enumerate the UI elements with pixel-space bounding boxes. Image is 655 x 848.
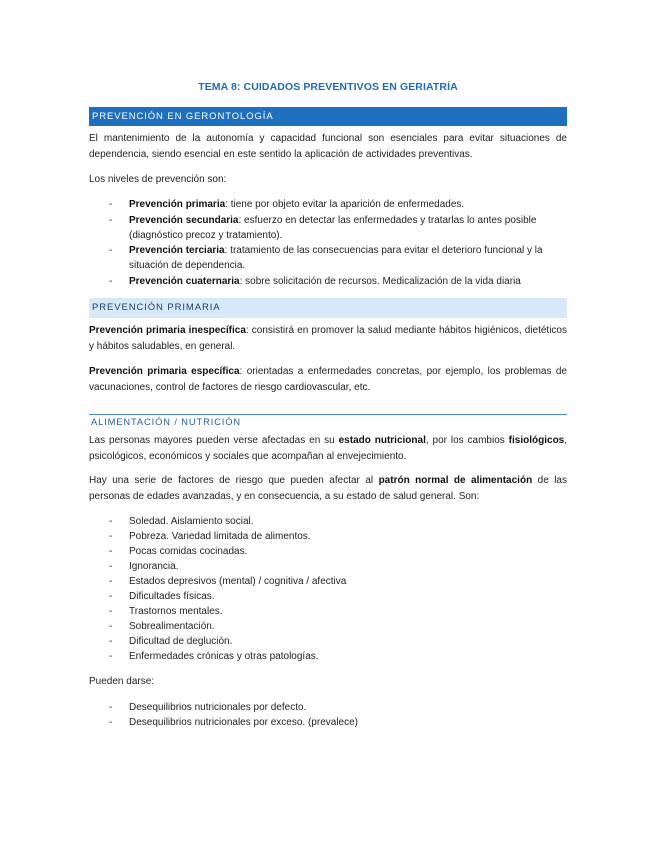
prevention-levels-list [89,197,567,289]
list-item: - Sobrealimentación. [89,619,567,634]
heading-alimentacion-nutricion: ALIMENTACIÓN / NUTRICIÓN [89,414,567,430]
levels-lead: Los niveles de prevención son: [89,174,227,185]
document-title: TEMA 8: CUIDADOS PREVENTIVOS EN GERIATRÍA [198,81,458,93]
list-item: - Prevención secundaria: esfuerzo en detectar las enfermedades y tratarlas lo antes posible (diagnóstico precoz y tratamiento). [89,213,567,243]
list-item: - Desequilibrios nutricionales por exceso. (prevalece) [89,715,567,730]
list-item: - Prevención cuaternaria: sobre solicitación de recursos. Medicalización de la vida diaria [89,274,567,289]
imbalances-list [89,700,567,730]
list-item: - Dificultades físicas. [89,589,567,604]
primaria-inespecifica-paragraph: Prevención primaria inespecífica: consistirá en promover la salud mediante hábitos higiénicos, dietéticos y hábitos saludables, en general. [89,325,567,352]
heading-prevencion-gerontologia: PREVENCIÓN EN GERONTOLOGÍA [89,107,567,126]
list-item: - Trastornos mentales. [89,604,567,619]
list-item: - Desequilibrios nutricionales por defecto. [89,700,567,715]
heading-prevencion-primaria: PREVENCIÓN PRIMARIA [89,298,567,318]
primaria-especifica-paragraph: Prevención primaria específica: orientadas a enfermedades concretas, por ejemplo, los problemas de vacunaciones, control de factores de riesgo cardiovascular, etc. [89,366,567,393]
intro-paragraph: El mantenimiento de la autonomía y capacidad funcional son esenciales para evitar situaciones de dependencia, siendo esencial en este sentido la aplicación de actividades preventivas. [89,133,567,160]
nutrition-paragraph-2: Hay una serie de factores de riesgo que pueden afectar al patrón normal de alimentación de las personas de edades avanzadas, y en consecuencia, a su estado de salud general. Son: [89,475,567,502]
list-item: - Enfermedades crónicas y otras patologías. [89,649,567,664]
list-item: - Dificultad de deglución. [89,634,567,649]
list-item: - Soledad. Aislamiento social. [89,514,567,529]
list-item: - Estados depresivos (mental) / cognitiva / afectiva [89,574,567,589]
nutrition-paragraph-1: Las personas mayores pueden verse afectadas en su estado nutricional, por los cambios fisiológicos, psicológicos, económicos y sociales que acompañan al envejecimiento. [89,435,568,462]
risk-factors-list [89,514,567,664]
list-item: - Pobreza. Variedad limitada de alimentos. [89,529,567,544]
list-item: - Prevención terciaria: tratamiento de las consecuencias para evitar el deterioro funcional y la situación de dependencia. [89,243,567,273]
list-item: - Prevención primaria: tiene por objeto evitar la aparición de enfermedades. [89,197,567,212]
list-item: - Pocas comidas cocinadas. [89,544,567,559]
pueden-darse-label: Pueden darse: [89,676,155,687]
list-item: - Ignorancia. [89,559,567,574]
